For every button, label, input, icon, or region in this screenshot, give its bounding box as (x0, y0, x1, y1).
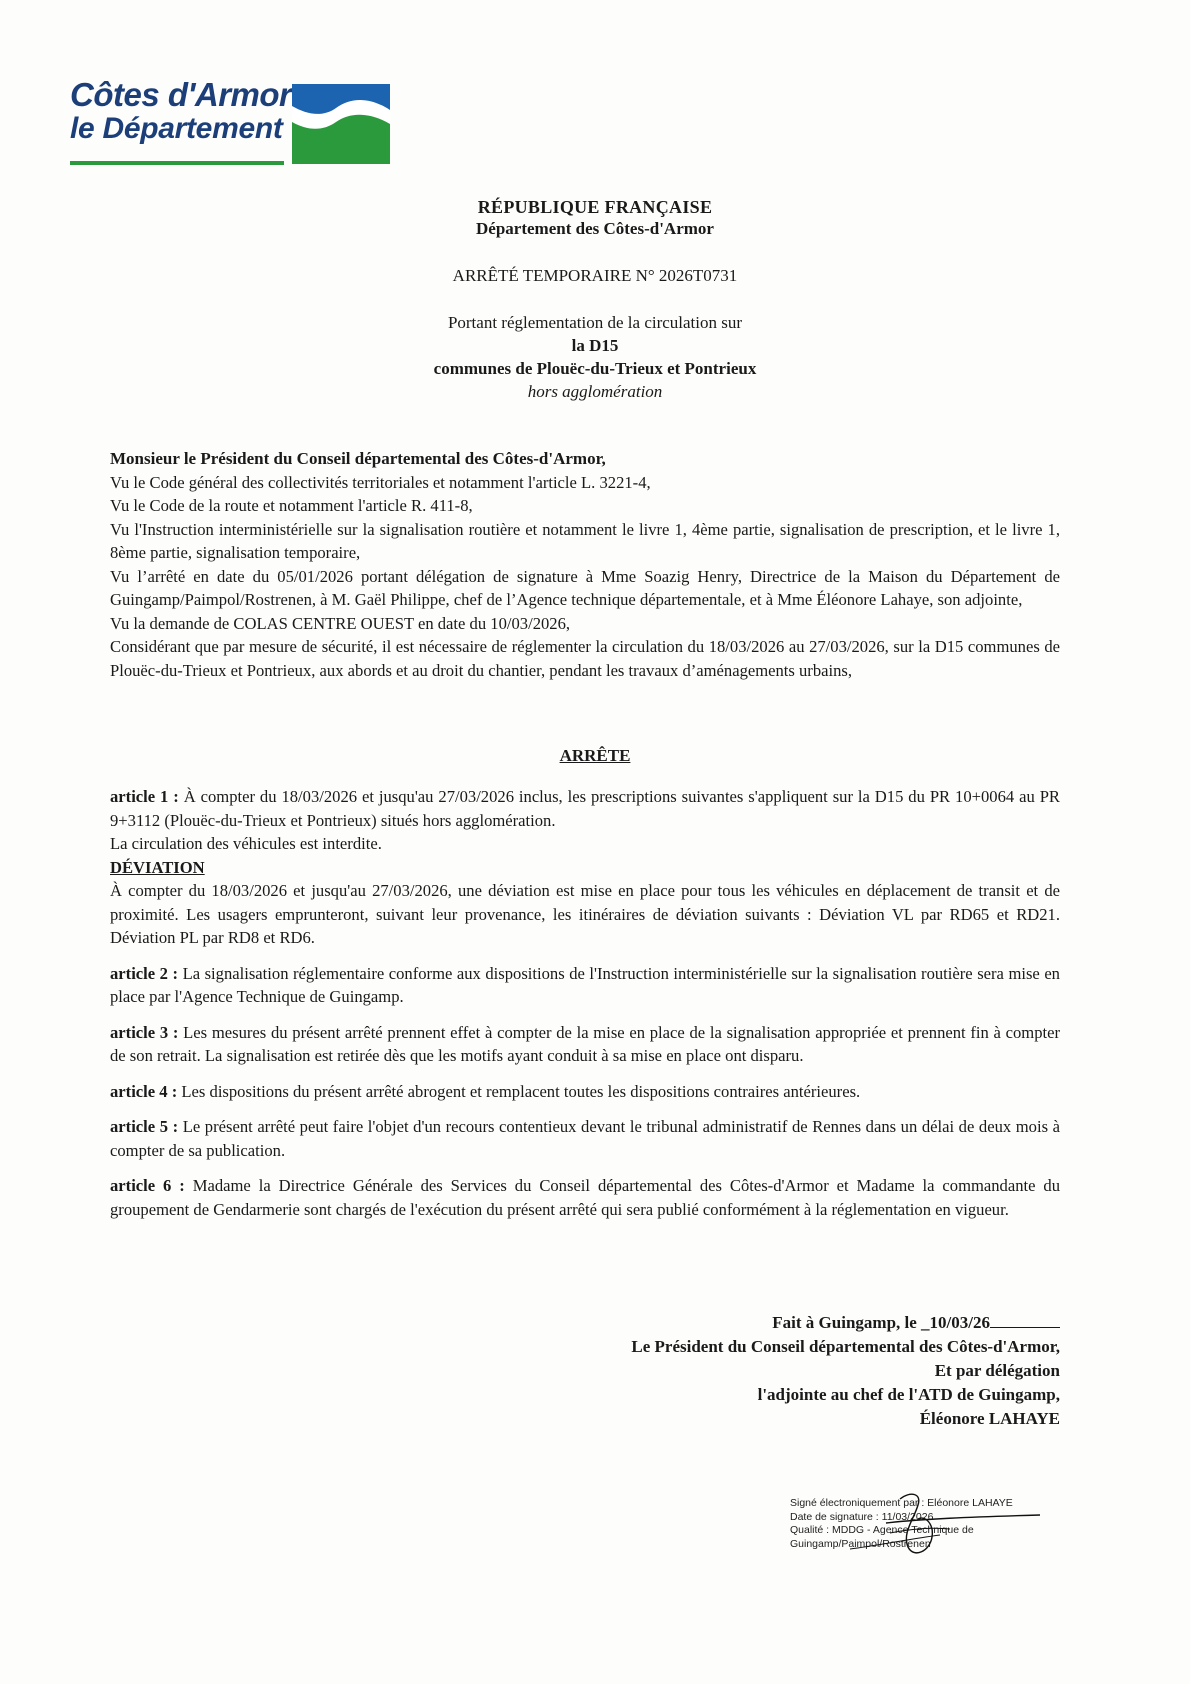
circulation-line: La circulation des véhicules est interdite. (110, 834, 382, 853)
article-label: article 3 : (110, 1022, 179, 1042)
department-emblem-icon (292, 84, 390, 164)
article-5 (110, 1115, 1060, 1162)
esig-qualite: Qualité : MDDG - Agence Technique de (790, 1524, 974, 1536)
article-1 (110, 785, 1060, 832)
delegation-line: Et par délégation (934, 1361, 1060, 1380)
fait-line (631, 1311, 1060, 1335)
republique-heading: RÉPUBLIQUE FRANÇAISE (477, 197, 713, 217)
considerant-paragraph: Considérant que par mesure de sécurité, il est nécessaire de réglementer la circulation du 18/03/2026 au 27/03/2026, sur la D15 communes de Plouëc-du-Trieux et Pontrieux, aux abords et au droit du chantier, pendant les travaux d’aménagements urbains, (110, 637, 1060, 680)
arrete-title: ARRÊTE (559, 746, 631, 765)
article-text: Les dispositions du présent arrêté abrogent et remplacent toutes les dispositions contraires antérieures. (177, 1081, 861, 1101)
esig-signed-by: Signé électroniquement par : Eléonore LAHAYE (790, 1497, 1013, 1509)
article-text: Les mesures du présent arrêté prennent effet à compter de la mise en place de la signalisation appropriée et prennent fin à compter de son retrait. La signalisation est retirée dès que les motifs ayant conduit à sa mise en place ont disparu. (110, 1022, 1060, 1065)
logo-wordmark (70, 78, 291, 146)
president-heading: Monsieur le Président du Conseil départemental des Côtes-d'Armor, (110, 449, 606, 468)
cotes-darmor-logo (70, 78, 400, 168)
article-label: article 5 : (110, 1117, 179, 1136)
hors-agglomeration: hors agglomération (527, 382, 663, 401)
article-label: article 6 : (110, 1176, 185, 1195)
esig-service: Guingamp/Paimpol/Rostrenen (790, 1537, 931, 1550)
signatory-role: l'adjointe au chef de l'ATD de Guingamp, (757, 1385, 1060, 1404)
road-name: la D15 (571, 336, 619, 355)
vu-line: Vu l'Instruction interministérielle sur la signalisation routière et notamment le livre 1, 4ème partie, signalisation de prescription, et le livre 1, 8ème partie, signalisation temporaire, (110, 519, 1060, 562)
electronic-signature (790, 1497, 1050, 1567)
article-4 (110, 1080, 1060, 1104)
fait-text: Fait à Guingamp, le _10/03/26 (772, 1313, 990, 1332)
vu-line: Vu le Code général des collectivités territoriales et notamment l'article L. 3221-4, (110, 472, 651, 492)
logo-underline (70, 161, 284, 165)
logo-line-1: Côtes d'Armor (70, 76, 292, 113)
article-3 (110, 1021, 1060, 1068)
article-text: À compter du 18/03/2026 et jusqu'au 27/03/2026 inclus, les prescriptions suivantes s'appliquent sur la D15 du PR 10+0064 au PR 9+3112 (Plouëc-du-Trieux et Pontrieux) situés hors agglomération. (110, 787, 1060, 830)
preamble (110, 447, 1060, 682)
article-label: article 1 : (110, 787, 179, 806)
deviation-text: À compter du 18/03/2026 et jusqu'au 27/03/2026, une déviation est mise en place pour tous les véhicules en déplacement de transit et de proximité. Les usagers emprunteront, suivant leur provenance, les itinéraires de déviation suivants : Déviation VL par RD65 et RD21. Déviation PL par RD8 et RD6. (110, 881, 1060, 947)
signature-block (631, 1311, 1060, 1431)
arrete-number: ARRÊTÉ TEMPORAIRE N° 2026T0731 (452, 266, 738, 285)
vu-line: Vu la demande de COLAS CENTRE OUEST en date du 10/03/2026, (110, 613, 571, 633)
article-text: La signalisation réglementaire conforme aux dispositions de l'Instruction interministérielle sur la signalisation routière sera mise en place par l'Agence Technique de Guingamp. (110, 963, 1060, 1006)
article-label: article 2 : (110, 963, 179, 983)
esig-date: Date de signature : 11/03/2026 (790, 1510, 934, 1523)
article-2 (110, 962, 1060, 1009)
vu-line: Vu l’arrêté en date du 05/01/2026 portant délégation de signature à Mme Soazig Henry, Directrice de la Maison du Département de Guingamp/Paimpol/Rostrenen, à M. Gaël Philippe, chef de l’Agence technique départementale, et à Mme Éléonore Lahaye, son adjointe, (110, 566, 1060, 609)
logo-line-2: le Département (70, 112, 283, 145)
vu-line: Vu le Code de la route et notamment l'article R. 411-8, (110, 496, 473, 515)
deviation-title: DÉVIATION (110, 857, 205, 877)
signatory-title: Le Président du Conseil départemental des Côtes-d'Armor, (631, 1337, 1060, 1356)
article-label: article 4 : (110, 1081, 178, 1101)
articles (110, 785, 1060, 1221)
departement-heading: Département des Côtes-d'Armor (476, 219, 714, 238)
article-6 (110, 1174, 1060, 1221)
portant-line: Portant réglementation de la circulation sur (447, 313, 743, 332)
article-text: Le présent arrêté peut faire l'objet d'un recours contentieux devant le tribunal administratif de Rennes dans un délai de deux mois à compter de sa publication. (110, 1117, 1060, 1160)
article-text: Madame la Directrice Générale des Services du Conseil départemental des Côtes-d'Armor et Madame la commandante du groupement de Gendarmerie sont chargés de l'exécution du présent arrêté qui sera publié conformément à la réglementation en vigueur. (110, 1176, 1060, 1219)
date-blank-line (990, 1313, 1060, 1328)
signatory-name: Éléonore LAHAYE (919, 1409, 1060, 1428)
communes-line: communes de Plouëc-du-Trieux et Pontrieux (433, 359, 757, 378)
